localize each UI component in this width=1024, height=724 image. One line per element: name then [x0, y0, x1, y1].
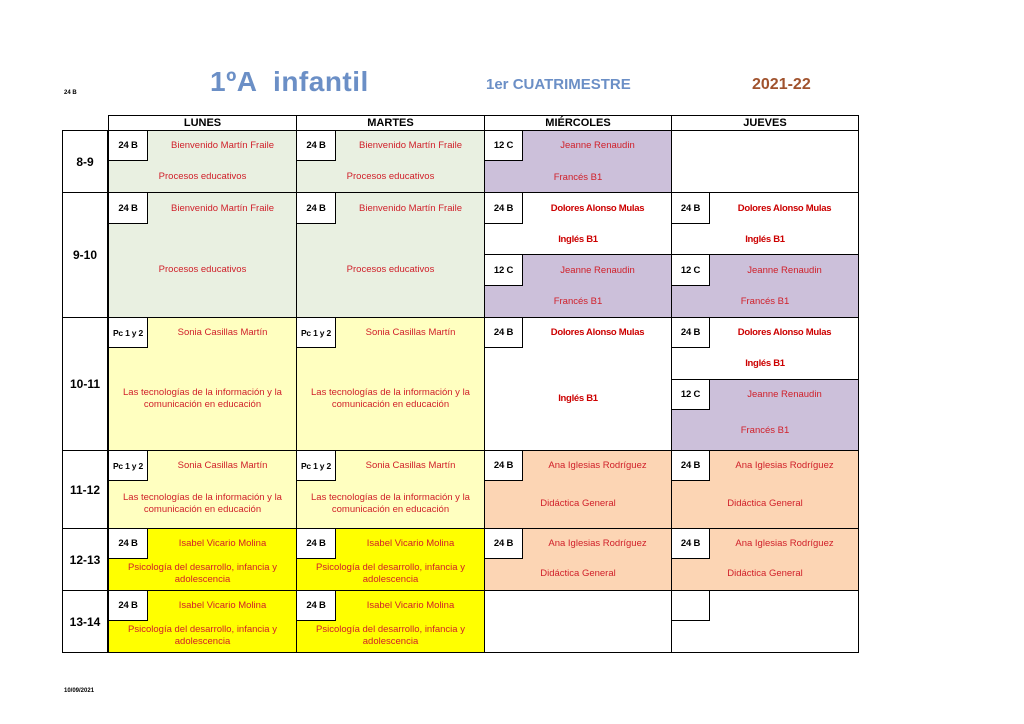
subject-name: Psicología del desarrollo, infancia y adolescencia [128, 562, 277, 585]
academic-year: 2021-22 [752, 76, 811, 93]
subject-name: Inglés B1 [558, 393, 598, 404]
subject-name: Las tecnologías de la información y la comunicación en educación [123, 492, 282, 515]
day-header-miercoles: MIÉRCOLES [484, 115, 672, 131]
room-badge: 24 B [296, 192, 336, 224]
subject-name: Francés B1 [740, 425, 790, 436]
subject-name: Didáctica General [540, 498, 616, 509]
subject-name: Didáctica General [727, 498, 803, 509]
subject-name: Inglés B1 [745, 234, 785, 245]
empty-slot [671, 130, 859, 193]
print-date: 10/09/2021 [64, 688, 95, 694]
day-header-jueves: JUEVES [671, 115, 859, 131]
room-badge: 24 B [484, 317, 523, 348]
day-header-martes: MARTES [296, 115, 485, 131]
subject-name: Francés B1 [553, 296, 603, 307]
room-badge: Pc 1 y 2 [108, 450, 148, 481]
room-badge: 24 B [671, 192, 710, 224]
subject-name: Procesos educativos [346, 171, 435, 182]
empty-slot [484, 590, 672, 653]
room-badge: 24 B [108, 130, 148, 161]
subject-name: Procesos educativos [158, 264, 247, 275]
teacher-name: Ana Iglesias Rodríguez [548, 538, 647, 549]
teacher-name: Sonia Casillas Martín [365, 327, 456, 338]
room-badge: 24 B [296, 528, 336, 559]
hour-label: 10-11 [62, 317, 108, 451]
teacher-name: Bienvenido Martín Fraile [359, 203, 462, 214]
teacher-name: Dolores Alonso Mulas [550, 327, 645, 338]
hour-label: 11-12 [62, 450, 108, 529]
teacher-name: Jeanne Renaudin [747, 389, 822, 400]
teacher-name: Sonia Casillas Martín [177, 327, 268, 338]
room-badge: 12 C [484, 130, 523, 161]
teacher-name: Dolores Alonso Mulas [737, 203, 832, 214]
teacher-name: Jeanne Renaudin [560, 140, 635, 151]
teacher-name: Isabel Vicario Molina [366, 600, 455, 611]
room-badge: 12 C [671, 379, 710, 410]
teacher-name: Jeanne Renaudin [747, 265, 822, 276]
room-badge: 24 B [108, 590, 148, 621]
teacher-name: Dolores Alonso Mulas [550, 203, 645, 214]
subject-name: Procesos educativos [346, 264, 435, 275]
teacher-name: Ana Iglesias Rodríguez [548, 460, 647, 471]
subject-name: Procesos educativos [158, 171, 247, 182]
room-badge: 24 B [671, 317, 710, 348]
teacher-name: Bienvenido Martín Fraile [359, 140, 462, 151]
teacher-name: Dolores Alonso Mulas [737, 327, 832, 338]
teacher-name: Ana Iglesias Rodríguez [735, 538, 834, 549]
subject-name: Las tecnologías de la información y la comunicación en educación [123, 387, 282, 410]
room-badge: 24 B [296, 590, 336, 621]
teacher-name: Isabel Vicario Molina [366, 538, 455, 549]
teacher-name: Bienvenido Martín Fraile [171, 203, 274, 214]
room-badge: Pc 1 y 2 [296, 450, 336, 481]
teacher-name: Bienvenido Martín Fraile [171, 140, 274, 151]
day-header-lunes: LUNES [108, 115, 297, 131]
subject-name: Psicología del desarrollo, infancia y adolescencia [316, 624, 465, 647]
room-badge: 24 B [671, 528, 710, 559]
room-badge: 24 B [108, 192, 148, 224]
room-badge-empty [671, 590, 710, 621]
teacher-name: Jeanne Renaudin [560, 265, 635, 276]
room-badge: 24 B [484, 192, 523, 224]
teacher-name: Isabel Vicario Molina [178, 538, 267, 549]
subject-name: Psicología del desarrollo, infancia y adolescencia [128, 624, 277, 647]
subject-name: Didáctica General [727, 568, 803, 579]
term-label: 1er CUATRIMESTRE [486, 76, 631, 93]
room-badge: Pc 1 y 2 [108, 317, 148, 348]
room-badge: 24 B [296, 130, 336, 161]
room-badge: 24 B [108, 528, 148, 559]
teacher-name: Sonia Casillas Martín [177, 460, 268, 471]
subject-name: Inglés B1 [745, 358, 785, 369]
room-badge: Pc 1 y 2 [296, 317, 336, 348]
subject-name: Francés B1 [740, 296, 790, 307]
hour-label: 9-10 [62, 192, 108, 318]
hour-label: 12-13 [62, 528, 108, 591]
subject-name: Las tecnologías de la información y la comunicación en educación [311, 492, 470, 515]
room-badge: 24 B [484, 528, 523, 559]
hour-label: 8-9 [62, 130, 108, 193]
subject-name: Francés B1 [553, 172, 603, 183]
room-badge: 24 B [671, 450, 710, 481]
page-title: 1ºA infantil [210, 66, 369, 97]
corner-code: 24 B [64, 90, 77, 96]
subject-name: Didáctica General [540, 568, 616, 579]
room-badge: 12 C [671, 254, 710, 286]
subject-name: Las tecnologías de la información y la comunicación en educación [311, 387, 470, 410]
room-badge: 12 C [484, 254, 523, 286]
hour-label: 13-14 [62, 590, 108, 653]
room-badge: 24 B [484, 450, 523, 481]
teacher-name: Sonia Casillas Martín [365, 460, 456, 471]
teacher-name: Ana Iglesias Rodríguez [735, 460, 834, 471]
subject-name: Psicología del desarrollo, infancia y adolescencia [316, 562, 465, 585]
subject-name: Inglés B1 [558, 234, 598, 245]
teacher-name: Isabel Vicario Molina [178, 600, 267, 611]
